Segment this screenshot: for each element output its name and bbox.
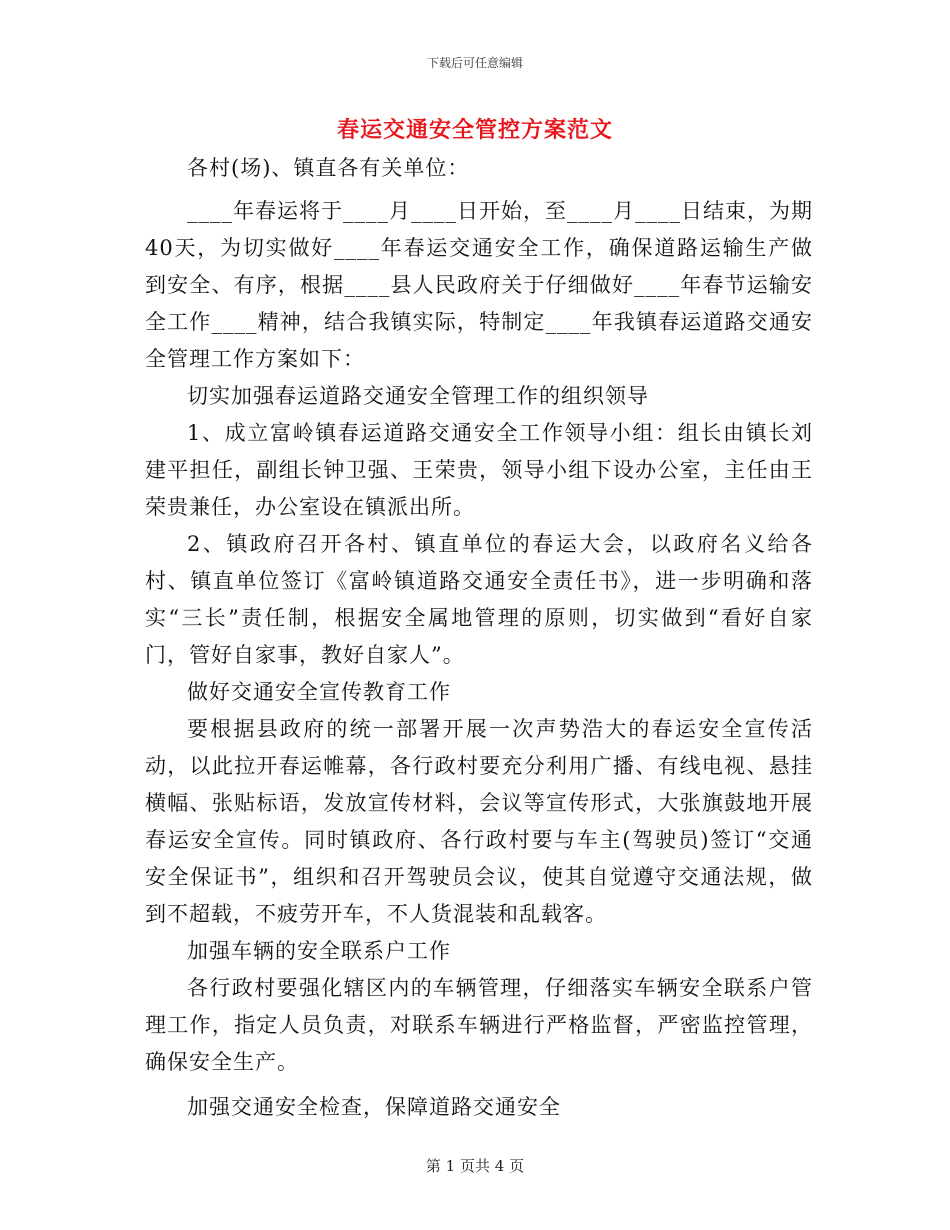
section-heading-publicity: 做好交通安全宣传教育工作 bbox=[187, 680, 451, 704]
paragraph-leadership-group: 1、成立富岭镇春运道路交通安全工作领导小组：组长由镇长刘建平担任，副组长钟卫强、王荣贵，领导小组下设办公室，主任由王荣贵兼任，办公室设在镇派出所。 bbox=[145, 421, 813, 519]
section-heading-organization: 切实加强春运道路交通安全管理工作的组织领导 bbox=[187, 384, 649, 408]
paragraph-publicity: 要根据县政府的统一部署开展一次声势浩大的春运安全宣传活动，以此拉开春运帷幕，各行政村要充分利用广播、有线电视、悬挂横幅、张贴标语，发放宣传材料，会议等宣传形式，大张旗鼓地开展春运安全宣传。同时镇政府、各行政村要与车主(驾驶员)签订“交通安全保证书”，组织和召开驾驶员会议，使其自觉遵守交通法规，做到不超载，不疲劳开车，不人货混装和乱载客。 bbox=[145, 717, 813, 926]
salutation: 各村(场)、镇直各有关单位： bbox=[187, 156, 470, 180]
header-note: 下载后可任意编辑 bbox=[426, 56, 523, 70]
page-number: 第 1 页共 4 页 bbox=[425, 1157, 525, 1175]
paragraph-intro: ____年春运将于____月____日开始，至____月____日结束，为期40天，为切实做好____年春运交通安全工作，确保道路运输生产做到安全、有序，根据____县人民政府关于仔细做好____年春节运输安全工作____精神，结合我镇实际，特制定____年我镇春运道路交通安全管理工作方案如下： bbox=[145, 199, 813, 371]
paragraph-responsibility: 2、镇政府召开各村、镇直单位的春运大会，以政府名义给各村、镇直单位签订《富岭镇道路交通安全责任书》，进一步明确和落实“三长”责任制，根据安全属地管理的原则，切实做到“看好自家门，管好自家事，教好自家人”。 bbox=[145, 532, 813, 667]
document-title: 春运交通安全管控方案范文 bbox=[336, 117, 613, 143]
paragraph-vehicle-contact: 各行政村要强化辖区内的车辆管理，仔细落实车辆安全联系户管理工作，指定人员负责，对联系车辆进行严格监督，严密监控管理，确保安全生产。 bbox=[145, 976, 813, 1074]
document-body bbox=[145, 150, 813, 1126]
section-heading-vehicle-contact: 加强车辆的安全联系户工作 bbox=[187, 939, 451, 963]
section-heading-inspection: 加强交通安全检查，保障道路交通安全 bbox=[187, 1095, 561, 1119]
